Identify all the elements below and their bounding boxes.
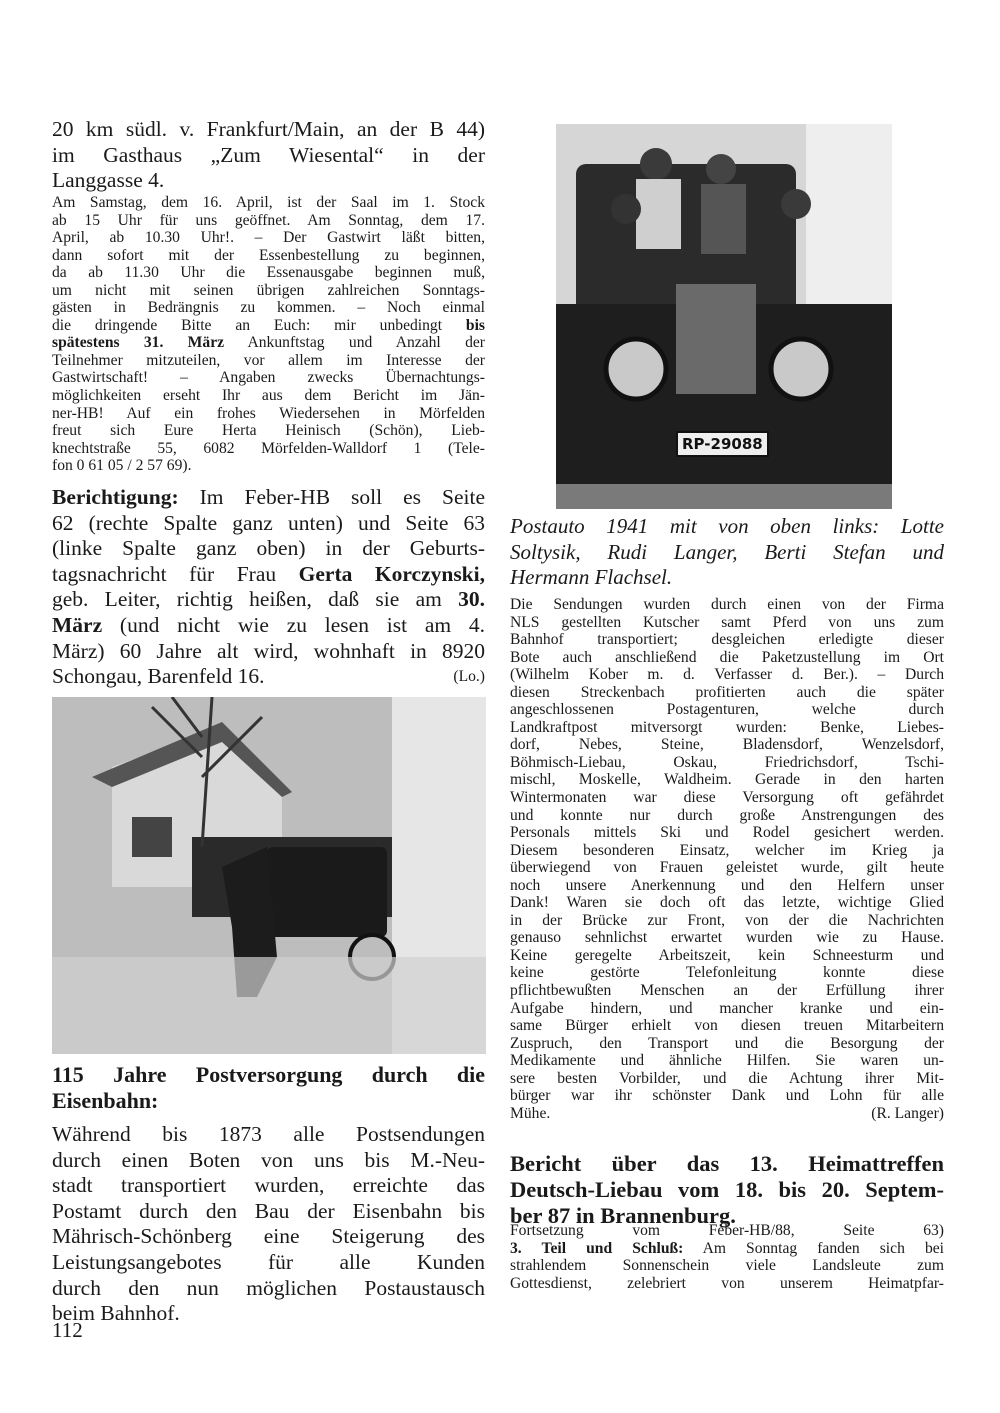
text-line: Dank! Waren sie doch oft das letzte, wichtige Glied <box>510 894 944 912</box>
bold-text: 3. Teil und Schluß: <box>510 1239 684 1257</box>
text-line: ner-HB! Auf ein frohes Wiedersehen in Mörfelden <box>52 404 485 422</box>
text-line: (linke Spalte ganz oben) in der Geburts- <box>52 536 485 561</box>
text-line: genauso sehnlichst erwartet wurden wie zu Hause. <box>510 929 944 947</box>
text-line: durch einen Boten von uns bis M.-Neu- <box>52 1147 485 1172</box>
text-segment: Im Feber-HB soll es Seite <box>178 485 485 509</box>
intro-paragraph <box>52 117 485 194</box>
text-line: Eisenbahn: <box>52 1088 159 1113</box>
text-line: stadt transportiert wurden, erreichte das <box>52 1173 485 1198</box>
text-line: diesen Streckenbach profitierten auch die später <box>510 683 944 701</box>
text-line: Gottesdienst, zelebriert von unserem Heimatpfar- <box>510 1274 944 1292</box>
text-line: da ab 11.30 Uhr die Essenausgabe beginnen muß, <box>52 264 485 282</box>
text-line: und konnte nur durch große Anstrengungen des <box>510 806 944 824</box>
text-line: NLS gestellten Kutscher samt Pferd von uns zum <box>510 613 944 631</box>
bold-text: Berichtigung: <box>52 485 179 509</box>
text-segment: Ankunftstag und Anzahl der <box>224 334 485 352</box>
text-line: Keine geregelte Arbeitszeit, kein Schneesturm und <box>510 946 944 964</box>
text-line: Fortsetzung vom Feber-HB/88, Seite 63) <box>510 1222 944 1239</box>
text-line: Deutsch-Liebau vom 18. bis 20. Septem- <box>510 1177 944 1202</box>
text-line: Diesem besonderen Einsatz, welcher im Krieg ja <box>510 841 944 859</box>
text-line: Leistungsangebotes für alle Kunden <box>52 1249 485 1274</box>
text-line <box>510 1105 944 1123</box>
text-line: Postamt durch den Bau der Eisenbahn bis <box>52 1198 485 1223</box>
text-line: fon 0 61 05 / 2 57 69). <box>52 457 192 475</box>
text-line: 20 km südl. v. Frankfurt/Main, an der B 44) <box>52 117 485 141</box>
text-line: knechtstraße 55, 6082 Mörfelden-Walldorf 1 (Tele- <box>52 439 485 457</box>
text-line: durch den nun möglichen Postaustausch <box>52 1275 485 1300</box>
postauto-photo <box>556 124 892 509</box>
page-number: 112 <box>52 1318 83 1342</box>
text-segment: Am Sonntag fanden sich bei <box>683 1239 944 1257</box>
bold-text: bis <box>465 316 485 334</box>
author-signature: (R. Langer) <box>871 1104 944 1122</box>
text-line: Postauto 1941 mit von oben links: Lotte <box>510 514 944 538</box>
text-line: 115 Jahre Postversorgung durch die <box>52 1062 485 1087</box>
text-segment: Mühe. <box>510 1104 551 1122</box>
text-line <box>52 664 485 690</box>
text-line: in der Brücke zur Front, von der die Nachrichten <box>510 911 944 929</box>
text-line <box>52 485 485 511</box>
text-line: angeschlossenen Postagenturen, welche durch <box>510 701 944 719</box>
license-plate: RP-29088 <box>676 431 769 457</box>
text-line <box>52 334 485 352</box>
text-line: Am Samstag, dem 16. April, ist der Saal im 1. Stock <box>52 194 485 211</box>
text-line: ber 87 in Brannenburg. <box>510 1203 736 1228</box>
text-line: Mährisch-Schönberg eine Steigerung des <box>52 1224 485 1249</box>
text-segment: tagsnachricht für Frau <box>52 561 299 586</box>
text-line: Während bis 1873 alle Postsendungen <box>52 1122 485 1146</box>
text-line: um nicht mit seinen übrigen zahlreichen Sonntags- <box>52 281 485 299</box>
text-line: freut sich Eure Herta Heinisch (Schön), Lieb- <box>52 422 485 440</box>
text-line: Böhmisch-Liebau, Oskau, Friedrichsdorf, Tschi- <box>510 753 944 771</box>
heimattreffen-report-paragraph <box>510 1222 944 1292</box>
text-line: Personals mittels Ski und Rodel gesichert werden. <box>510 824 944 842</box>
text-line: April, ab 10.30 Uhr!. – Der Gastwirt läßt bitten, <box>52 229 485 247</box>
meeting-notice-paragraph <box>52 194 485 475</box>
section-heading-heimattreffen <box>510 1151 944 1229</box>
horse-carriage-photo <box>52 697 486 1054</box>
text-line <box>52 562 485 588</box>
text-line: Bahnhof transportiert; desgleichen erledigte dieser <box>510 631 944 649</box>
text-line: strahlendem Sonnenschein viele Landsleute zum <box>510 1257 944 1275</box>
text-line: überwiegend von Frauen geleistet wurde, gilt heute <box>510 859 944 877</box>
text-line: beim Bahnhof. <box>52 1301 180 1326</box>
text-line: pflichtbewußten Menschen an der Erfüllung ihrer <box>510 982 944 1000</box>
bold-text: 30. <box>458 587 485 612</box>
text-line: März) 60 Jahre alt wird, wohnhaft in 8920 <box>52 638 485 663</box>
text-segment: geb. Leiter, richtig heißen, daß sie am <box>52 587 459 612</box>
text-segment: (und nicht wie zu lesen ist am 4. <box>102 612 485 637</box>
text-line: ab 15 Uhr für uns geöffnet. Am Sonntag, dem 17. <box>52 211 485 229</box>
text-line: (Wilhelm Kober m. d. Verfasser d. Ber.). – Durch <box>510 666 944 684</box>
text-line: bürger war ihr schönster Dank und Lohn für alle <box>510 1087 944 1105</box>
text-line: Teilnehmer mitzuteilen, vor allem im Interesse der <box>52 351 485 369</box>
text-line: Landkraftpost mitversorgt wurden: Benke, Liebes- <box>510 718 944 736</box>
text-line: noch unsere Anerkennung und den Helfern unser <box>510 876 944 894</box>
text-line <box>52 317 485 335</box>
text-line: 62 (rechte Spalte ganz unten) und Seite 63 <box>52 510 485 535</box>
text-line: Bote auch anschließend die Paketzustellung im Ort <box>510 648 944 666</box>
text-line <box>52 587 485 613</box>
text-segment: die dringende Bitte an Euch: mir unbedingt <box>52 316 466 334</box>
text-line: dorf, Nebes, Steine, Bladensdorf, Wenzelsdorf, <box>510 736 944 754</box>
text-line: mischl, Moskelle, Waldheim. Gerade in den harten <box>510 771 944 789</box>
bold-text: spätestens 31. März <box>52 334 225 352</box>
text-line: Aufgabe hindern, und mancher kranke und ein- <box>510 999 944 1017</box>
text-line <box>510 1240 944 1258</box>
text-line: sere besten Vorbilder, und die Achtung ihrer Mit- <box>510 1069 944 1087</box>
text-line: Wintermonaten war diese Versorgung oft gefährdet <box>510 789 944 807</box>
text-line: gästen in Bedrängnis zu kommen. – Noch einmal <box>52 299 485 317</box>
bold-text: März <box>52 612 103 637</box>
section-heading-postversorgung <box>52 1062 485 1114</box>
correction-paragraph <box>52 485 485 690</box>
bold-text: Gerta Korczynski, <box>298 561 485 586</box>
text-line: Medikamente und ähnliche Hilfen. Sie waren un- <box>510 1052 944 1070</box>
text-line: Bericht über das 13. Heimattreffen <box>510 1151 944 1176</box>
text-line: same Bürger erhielt von diesen treuen Mitarbeitern <box>510 1017 944 1035</box>
photo-caption <box>510 514 944 591</box>
text-line: Hermann Flachsel. <box>510 565 673 589</box>
text-line: Soltysik, Rudi Langer, Berti Stefan und <box>510 539 944 564</box>
text-segment: Schongau, Barenfeld 16. <box>52 664 265 689</box>
postversorgung-paragraph <box>52 1122 485 1327</box>
text-line: möglichkeiten erseht Ihr aus dem Bericht im Jän- <box>52 387 485 405</box>
text-line: Zuspruch, den Transport und die Besorgung der <box>510 1034 944 1052</box>
text-line <box>52 613 485 639</box>
author-signature: (Lo.) <box>453 668 485 686</box>
text-line: dann sofort mit der Essenbestellung zu beginnen, <box>52 246 485 264</box>
postal-article-paragraph <box>510 596 944 1122</box>
text-line: Die Sendungen wurden durch einen von der Firma <box>510 596 944 613</box>
text-line: Langgasse 4. <box>52 168 165 193</box>
text-line: im Gasthaus „Zum Wiesental“ in der <box>52 142 485 167</box>
text-line: Gastwirtschaft! – Angaben zwecks Übernachtungs- <box>52 369 485 387</box>
text-line: keine gestörte Telefonleitung konnte diese <box>510 964 944 982</box>
